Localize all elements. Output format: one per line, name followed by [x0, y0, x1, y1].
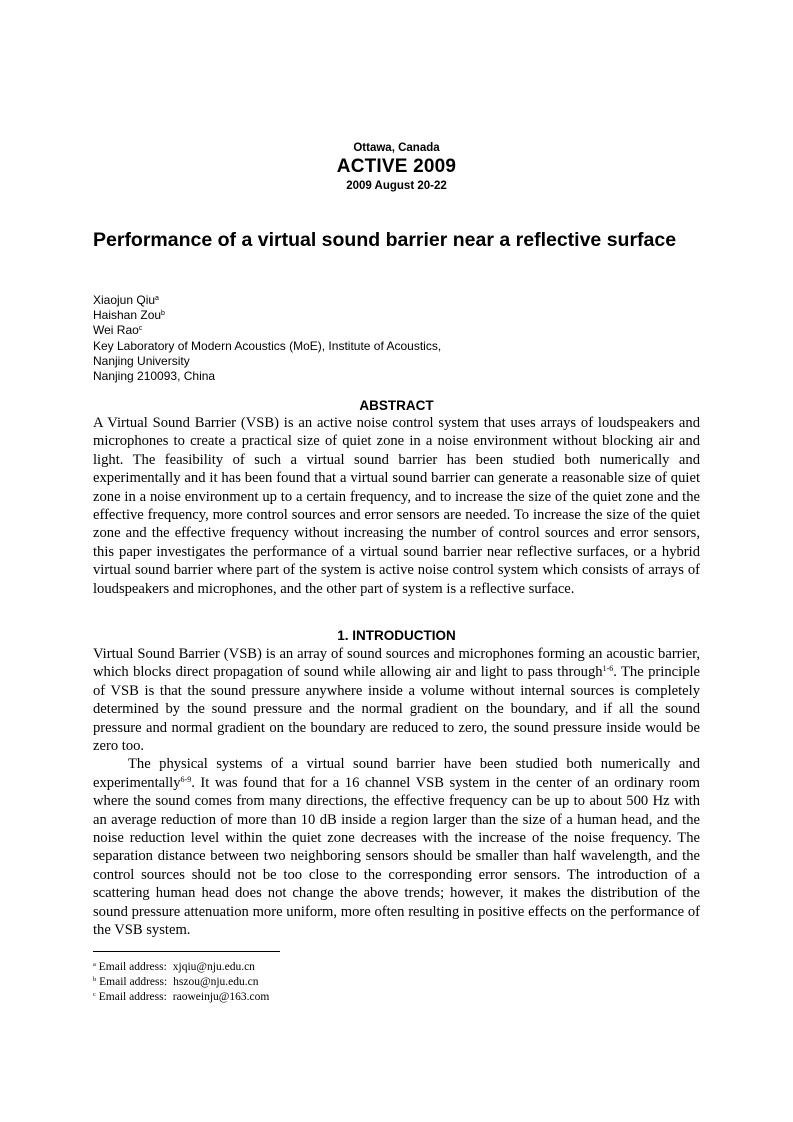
footnote-label: Email address:: [98, 961, 167, 973]
intro-paragraph-2: [93, 755, 700, 939]
author-mark: c: [138, 325, 143, 333]
footnote-email[interactable]: hszou@nju.edu.cn: [173, 976, 259, 988]
intro-p2-text: The physical systems of a virtual sound barrier have been studied both numerically and experimentally: [93, 756, 700, 791]
footnote-divider: [93, 951, 280, 952]
footnote-mark: a: [93, 961, 96, 968]
intro-p1-rest: . The principle of VSB is that the sound pressure anywhere inside a volume without internal sources is completely determined by the sound pressure and the normal gradient on the boundary, and if all the sound pressure and normal gradient on the boundary are reduced to zero, the sound pressure inside would be zero too.: [93, 664, 700, 755]
author-mark: b: [161, 310, 165, 318]
footnote-mark: c: [93, 991, 96, 998]
footnote-a: [93, 960, 493, 975]
affiliation-line-3: Nanjing 210093, China: [93, 369, 216, 384]
conference-dates: 2009 August 20-22: [346, 180, 447, 192]
conference-location: Ottawa, Canada: [353, 142, 440, 154]
author-name: Haishan Zou: [93, 308, 162, 323]
footnotes: [93, 960, 493, 1005]
intro-p1-text: Virtual Sound Barrier (VSB) is an array of sound sources and microphones forming an acoustic barrier, which blocks direct propagation of sound while allowing air and light to pass through: [93, 646, 700, 681]
author-1: [93, 293, 713, 308]
author-block: [93, 293, 713, 384]
footnote-mark: b: [93, 976, 97, 983]
footnote-label: Email address:: [99, 976, 168, 988]
author-name: Xiaojun Qiu: [93, 293, 156, 307]
footnote-label: Email address:: [98, 991, 167, 1003]
abstract-text: A Virtual Sound Barrier (VSB) is an active noise control system that uses arrays of loudspeakers and microphones to create a practical size of quiet zone in a noise environment without blocking air and light. The feasibility of such a virtual sound barrier has been studied both numerically and experimentally and it has been found that a virtual sound barrier can generate a reasonable size of quiet zone in a noise environment up to a certain frequency, and to increase the size of the quiet zone and the effective frequency, more control sources and error sensors are needed. To increase the size of the quiet zone and the effective frequency without increasing the number of control sources and error sensors, this paper investigates the performance of a virtual sound barrier near reflective surfaces, or a hybrid virtual sound barrier where part of the system is active noise control system which consists of arrays of loudspeakers and microphones, and the other part of system is a reflective surface.: [93, 415, 700, 597]
conference-name: ACTIVE 2009: [336, 156, 457, 177]
citation-ref: 6-9: [180, 774, 192, 784]
footnote-email[interactable]: raoweinju@163.com: [172, 991, 270, 1003]
introduction-body: [93, 645, 700, 940]
affiliation-line-2: Nanjing University: [93, 353, 190, 368]
affiliation-line-1: Key Laboratory of Modern Acoustics (MoE), Institute of Acoustics,: [93, 338, 442, 353]
introduction-heading: 1. INTRODUCTION: [337, 628, 456, 643]
intro-paragraph-1: [93, 645, 700, 755]
author-name: Wei Rao: [93, 323, 139, 338]
citation-ref: 1-6: [602, 664, 614, 674]
author-2: [93, 308, 713, 323]
intro-p2-rest: . It was found that for a 16 channel VSB system in the center of an ordinary room where the sound comes from many directions, the effective frequency can be up to about 500 Hz with an average reduction of more than 10 dB inside a region larger than the size of a human head, and the noise reduction level within the quiet zone decreases with the increase of the noise frequency. The separation distance between two neighboring sensors should be smaller than half wavelength, and the control sources should not be too close to the corresponding error sensors. The introduction of a scattering human head does not change the above trends; however, it makes the distribution of the sound pressure attenuation more uniform, more often resulting in positive effects on the performance of the VSB system.: [93, 774, 700, 939]
footnote-b: [93, 975, 493, 990]
footnote-email[interactable]: xjqiu@nju.edu.cn: [172, 961, 255, 973]
abstract-heading: ABSTRACT: [359, 398, 434, 413]
footnote-c: [93, 990, 493, 1005]
author-mark: a: [155, 295, 159, 302]
author-3: [93, 323, 713, 338]
paper-title: Performance of a virtual sound barrier near a reflective surface: [93, 229, 677, 251]
